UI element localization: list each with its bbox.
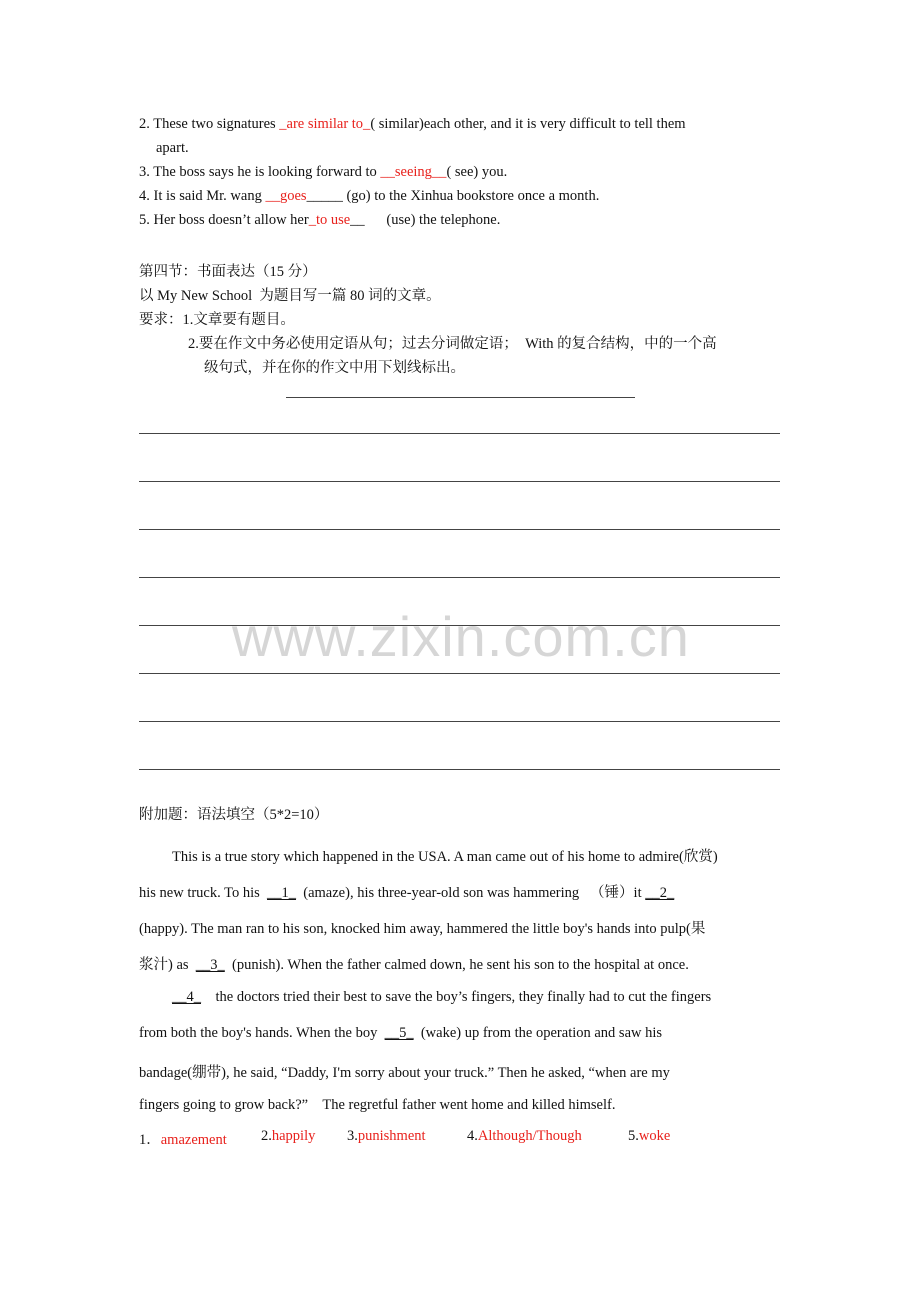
passage-line-5 bbox=[172, 989, 711, 1006]
requirement-1 bbox=[139, 308, 295, 329]
writing-line[interactable] bbox=[139, 673, 780, 674]
answer-3 bbox=[347, 1128, 426, 1145]
passage-line-2 bbox=[139, 881, 674, 902]
answer-4 bbox=[467, 1128, 582, 1145]
blank-4: __4_ bbox=[172, 989, 201, 1005]
item-answer: _are similar to_ bbox=[279, 116, 371, 132]
passage-line-8: fingers going to grow back?” The regretful father went home and killed himself. bbox=[139, 1097, 616, 1113]
section-title: 第四节：书面表达（15 分） bbox=[139, 264, 317, 280]
passage-line-4 bbox=[139, 953, 689, 974]
item-text: _____ (go) to the Xinhua bookstore once a month. bbox=[306, 188, 600, 204]
item-answer: __goes bbox=[265, 188, 307, 204]
exercise-item-2 bbox=[139, 116, 686, 133]
writing-line[interactable] bbox=[139, 433, 780, 434]
answer-1 bbox=[139, 1128, 227, 1149]
answer-number: 4. bbox=[467, 1128, 478, 1144]
item-text: __ (use) the telephone. bbox=[350, 212, 501, 228]
watermark: www.zixin.com.cn bbox=[232, 605, 690, 668]
item-text: ( see) you. bbox=[446, 164, 508, 180]
passage-line-3: (happy). The man ran to his son, knocked him away, hammered the little boy's hands into pulp(果 bbox=[139, 921, 706, 937]
item-text: These two signatures bbox=[153, 116, 280, 132]
answer-5 bbox=[628, 1128, 670, 1145]
item-answer: _to use bbox=[308, 212, 351, 228]
item-text: ( similar)each other, and it is very difficult to tell them bbox=[370, 116, 686, 132]
answer-number: 2. bbox=[261, 1128, 272, 1144]
answer-text: happily bbox=[271, 1128, 316, 1144]
item-text: It is said Mr. wang bbox=[153, 188, 266, 204]
passage-text: 浆汁) as bbox=[139, 957, 189, 973]
blank-3: __3_ bbox=[195, 957, 225, 973]
answer-text: Although/Though bbox=[477, 1128, 582, 1144]
answer-text: woke bbox=[638, 1128, 671, 1144]
passage-text: from both the boy's hands. When the boy bbox=[139, 1025, 378, 1041]
exercise-item-5 bbox=[139, 212, 500, 229]
exercise-item-4 bbox=[139, 188, 599, 205]
answer-2 bbox=[261, 1128, 315, 1145]
requirement-2-line-2: 级句式，并在你的作文中用下划线标出。 bbox=[204, 360, 465, 376]
writing-line[interactable] bbox=[139, 529, 780, 530]
blank-1: __1_ bbox=[267, 885, 297, 901]
writing-line[interactable] bbox=[139, 577, 780, 578]
requirement-2-line-1: 2.要在作文中务必使用定语从句；过去分词做定语； With 的复合结构，中的一个高 bbox=[188, 336, 717, 352]
exercise-item-3 bbox=[139, 164, 507, 181]
passage-text: (amaze), his three-year-old son was hammering （锤）it bbox=[303, 885, 642, 901]
item-number: 2. bbox=[139, 116, 150, 132]
passage-text: (wake) up from the operation and saw his bbox=[420, 1025, 663, 1041]
item-number: 4. bbox=[139, 188, 150, 204]
item-text: The boss says he is looking forward to bbox=[153, 164, 381, 180]
passage-line-1: This is a true story which happened in the USA. A man came out of his home to admire(欣赏) bbox=[172, 849, 718, 865]
answer-number: 5. bbox=[628, 1128, 639, 1144]
answer-text: punishment bbox=[357, 1128, 426, 1144]
passage-text: the doctors tried their best to save the boy’s fingers, they finally had to cut the fingers bbox=[215, 989, 712, 1005]
item-number: 3. bbox=[139, 164, 150, 180]
writing-task: 以 My New School 为题目写一篇 80 词的文章。 bbox=[139, 288, 441, 304]
requirement-label: 要求： bbox=[139, 312, 183, 328]
passage-line-6 bbox=[139, 1025, 662, 1042]
item-answer: __seeing__ bbox=[380, 164, 447, 180]
title-writing-line[interactable] bbox=[286, 397, 635, 398]
item-number: 5. bbox=[139, 212, 150, 228]
writing-line[interactable] bbox=[139, 721, 780, 722]
writing-line[interactable] bbox=[139, 769, 780, 770]
answer-number: 3. bbox=[347, 1128, 358, 1144]
passage-text: his new truck. To his bbox=[139, 885, 260, 901]
bonus-title: 附加题：语法填空（5*2=10） bbox=[139, 807, 329, 823]
answer-text: amazement bbox=[160, 1132, 227, 1148]
exercise-item-2-continuation: apart. bbox=[156, 140, 189, 156]
blank-5: __5_ bbox=[384, 1025, 414, 1041]
passage-line-7: bandage(绷带), he said, “Daddy, I'm sorry about your truck.” Then he asked, “when are my bbox=[139, 1065, 670, 1081]
requirement-text: 1.文章要有题目。 bbox=[182, 312, 295, 328]
writing-line[interactable] bbox=[139, 481, 780, 482]
answer-number: 1． bbox=[139, 1132, 161, 1148]
blank-2: __2_ bbox=[645, 885, 675, 901]
passage-text: (punish). When the father calmed down, he sent his son to the hospital at once. bbox=[232, 957, 689, 973]
item-text: Her boss doesn’t allow her bbox=[153, 212, 309, 228]
